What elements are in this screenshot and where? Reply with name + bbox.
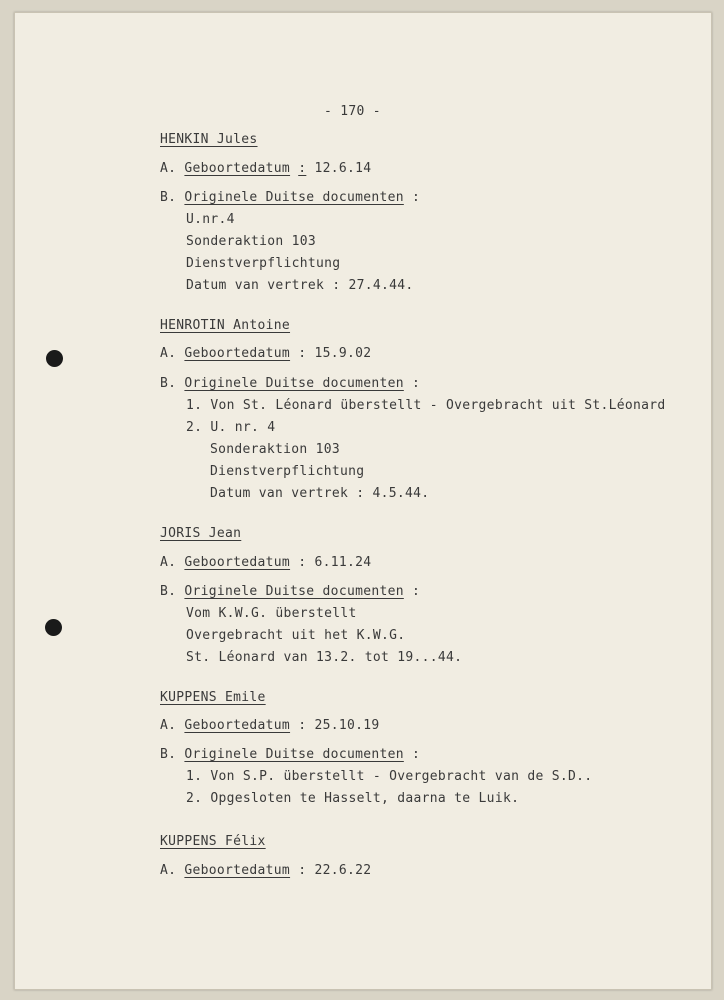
birthdate-label: Geboortedatum [184,346,291,361]
item-prefix: B. [160,584,177,599]
separator: : [298,718,307,733]
separator: : [298,555,307,570]
item-prefix: A. [160,555,177,570]
birthdate-label: Geboortedatum [184,161,291,176]
document-line: Dienstverpflichtung [186,256,341,271]
birthdate-row [160,555,371,571]
documents-label: Originele Duitse documenten [184,747,404,762]
document-line: U.nr.4 [186,212,235,227]
birthdate-value: 6.11.24 [314,555,372,570]
document-line: Datum van vertrek : 4.5.44. [210,486,430,501]
birthdate-label: Geboortedatum [184,555,291,570]
documents-row [160,190,420,206]
person-name: HENROTIN Antoine [160,318,291,333]
separator: : [298,863,307,878]
birthdate-row [160,863,371,879]
document-line: 2. Opgesloten te Hasselt, daarna te Luik. [186,791,520,806]
person-name: JORIS Jean [160,526,242,541]
document-line: Overgebracht uit het K.W.G. [186,628,406,643]
item-prefix: A. [160,718,177,733]
birthdate-value: 25.10.19 [314,718,380,733]
documents-row [160,747,420,763]
birthdate-value: 22.6.22 [314,863,372,878]
document-line: Sonderaktion 103 [186,234,317,249]
item-prefix: B. [160,190,177,205]
birthdate-value: 15.9.02 [314,346,372,361]
separator: : [298,161,307,176]
person-name: HENKIN Jules [160,132,258,147]
separator: : [298,346,307,361]
documents-label: Originele Duitse documenten [184,376,404,391]
birthdate-row [160,346,371,362]
separator: : [411,747,421,762]
document-line: Sonderaktion 103 [210,442,341,457]
item-prefix: A. [160,863,177,878]
documents-row [160,584,420,600]
birthdate-row [160,718,380,734]
birthdate-value: 12.6.14 [314,161,372,176]
separator: : [411,376,421,391]
person-name: KUPPENS Félix [160,834,266,849]
item-prefix: A. [160,346,177,361]
document-line: Dienstverpflichtung [210,464,365,479]
birthdate-label: Geboortedatum [184,863,291,878]
birthdate-row [160,161,371,177]
document-line: 1. Von St. Léonard überstellt - Overgebracht uit St.Léonard [186,398,666,413]
document-line: 1. Von S.P. überstellt - Overgebracht van de S.D.. [186,769,593,784]
document-line: 2. U. nr. 4 [186,420,276,435]
separator: : [411,584,421,599]
documents-row [160,376,420,392]
item-prefix: A. [160,161,177,176]
separator: : [411,190,421,205]
birthdate-label: Geboortedatum [184,718,291,733]
item-prefix: B. [160,747,177,762]
item-prefix: B. [160,376,177,391]
document-line: Vom K.W.G. überstellt [186,606,357,621]
document-line: Datum van vertrek : 27.4.44. [186,278,414,293]
document-line: St. Léonard van 13.2. tot 19...44. [186,650,463,665]
documents-label: Originele Duitse documenten [184,584,404,599]
page-number: - 170 - [324,104,381,119]
documents-label: Originele Duitse documenten [184,190,404,205]
person-name: KUPPENS Emile [160,690,266,705]
